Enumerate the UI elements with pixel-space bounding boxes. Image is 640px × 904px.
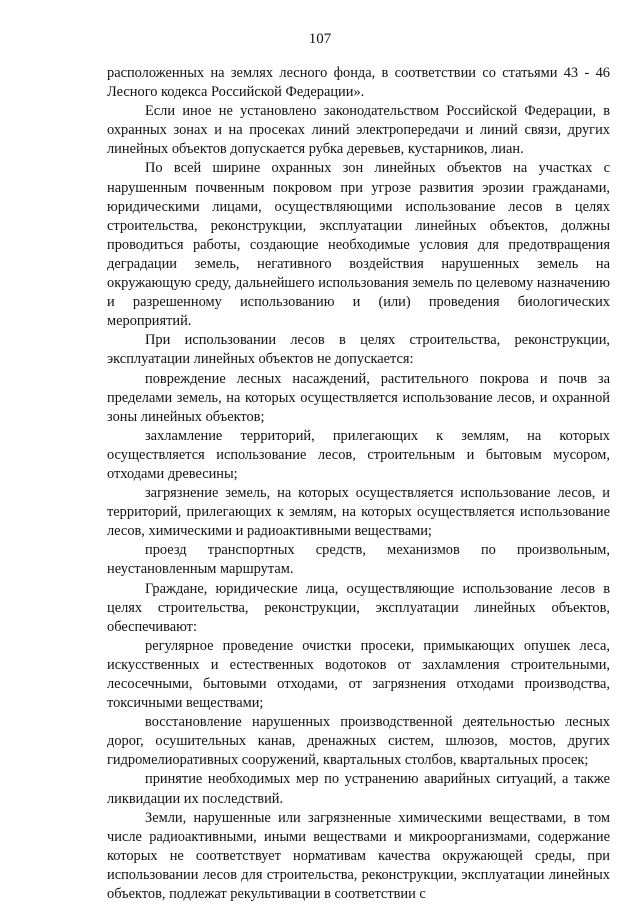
paragraph-13: Земли, нарушенные или загрязненные химическими веществами, в том числе радиоактивными, иными веществами и микроорганизмами, содержание которых не соответствует нормативам качества окружающей среды, при использовании лесов для строительства, реконструкции, эксплуатации линейных объектов, подлежат рекультивации в соответствии с (107, 809, 610, 903)
paragraph-7: загрязнение земель, на которых осуществляется использование лесов, и территорий, прилегающих к землям, на которых осуществляется использование лесов, химическими и радиоактивными веществами; (107, 485, 610, 540)
document-body (107, 64, 610, 904)
paragraph-9: Граждане, юридические лица, осуществляющие использование лесов в целях строительства, реконструкции, эксплуатации линейных объектов, обеспечивают: (107, 580, 610, 635)
page-number: 107 (308, 31, 332, 47)
paragraph-12: принятие необходимых мер по устранению аварийных ситуаций, а также ликвидации их последствий. (107, 771, 610, 807)
paragraph-2: Если иное не установлено законодательством Российской Федерации, в охранных зонах и на просеках линий электропередачи и линий связи, других линейных объектов допускается рубка деревьев, кустарников, лиан. (107, 103, 610, 158)
paragraph-11: восстановление нарушенных производственной деятельностью лесных дорог, осушительных канав, дренажных систем, шлюзов, мостов, других гидромелиоративных сооружений, квартальных столбов, квартальных просек; (107, 714, 610, 769)
paragraph-8: проезд транспортных средств, механизмов по произвольным, неустановленным маршрутам. (107, 542, 610, 578)
paragraph-6: захламление территорий, прилегающих к землям, на которых осуществляется использование лесов, строительным и бытовым мусором, отходами древесины; (107, 427, 610, 482)
paragraph-5: повреждение лесных насаждений, растительного покрова и почв за пределами земель, на которых осуществляется использование лесов, и охранной зоны линейных объектов; (107, 370, 610, 425)
paragraph-10: регулярное проведение очистки просеки, примыкающих опушек леса, искусственных и естественных водотоков от захламления строительными, лесосечными, бытовыми отходами, от загрязнения отходами производства, токсичными веществами; (107, 637, 610, 712)
paragraph-4: При использовании лесов в целях строительства, реконструкции, эксплуатации линейных объектов не допускается: (107, 332, 610, 368)
paragraph-1: расположенных на землях лесного фонда, в соответствии со статьями 43 - 46 Лесного кодекса Российской Федерации». (107, 65, 610, 101)
paragraph-3: По всей ширине охранных зон линейных объектов на участках с нарушенным почвенным покровом при угрозе развития эрозии гражданами, юридическими лицами, осуществляющими использование лесов в целях строительства, реконструкции, эксплуатации линейных объектов, должны проводиться работы, создающие необходимые условия для предотвращения деградации земель, негативного воздействия нарушенных земель на окружающую среду, дальнейшего использования земель по целевому назначению и разрешенному использованию и (или) проведения биологических мероприятий. (107, 160, 610, 330)
